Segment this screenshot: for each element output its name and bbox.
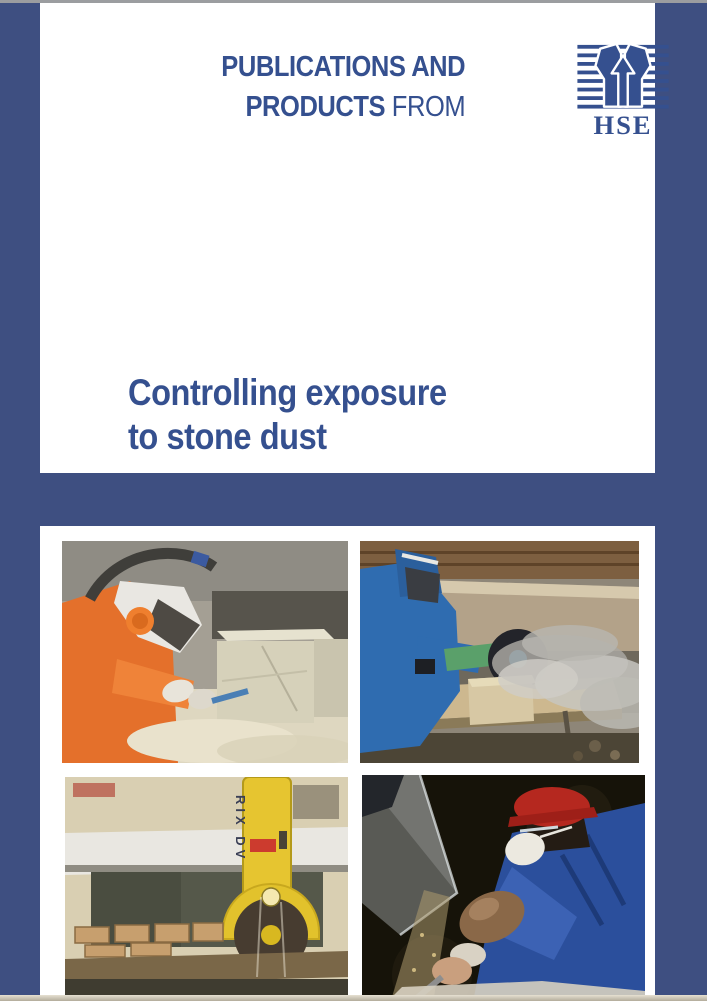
photo-stone-carver — [62, 541, 348, 763]
photo-disc-cutter — [360, 541, 639, 763]
title-line2: to stone dust — [128, 416, 327, 457]
photo-bridge-saw — [65, 777, 348, 997]
header-line2: PRODUCTS FROM — [245, 91, 465, 123]
title-line1: Controlling exposure — [128, 372, 447, 413]
photo-mason-chisel — [362, 775, 645, 997]
machine-label: RIX DV — [233, 795, 248, 863]
hse-logo-mark — [573, 43, 673, 138]
photo-panel — [40, 526, 655, 997]
page-bottom-edge — [0, 995, 707, 1001]
photo-bridge-saw-image — [65, 777, 348, 997]
photo-disc-cutter-image — [360, 541, 639, 763]
hse-logo-text: HSE — [593, 110, 653, 138]
photo-stone-carver-image — [62, 541, 348, 763]
top-panel — [40, 3, 655, 473]
header-strapline — [221, 47, 465, 127]
photo-mason-chisel-image — [362, 775, 645, 997]
hse-logo — [573, 43, 673, 138]
page-title — [128, 371, 447, 459]
header-line1: PUBLICATIONS AND — [221, 51, 465, 83]
header-line2-from: FROM — [391, 91, 465, 123]
